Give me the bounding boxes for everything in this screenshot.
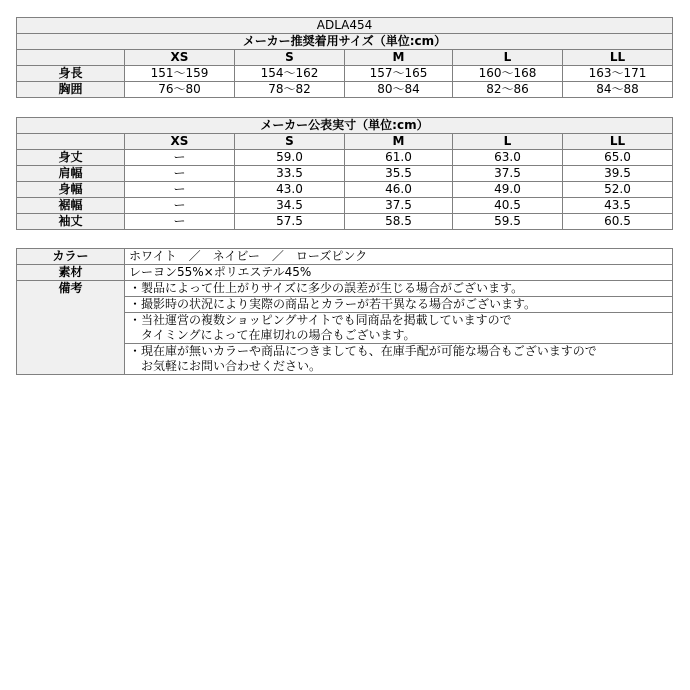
table-row bbox=[17, 166, 673, 182]
size-xs: XS bbox=[125, 134, 235, 150]
table-cell: 63.0 bbox=[453, 150, 563, 166]
header-corner bbox=[17, 50, 125, 66]
table-cell: 163～171 bbox=[563, 66, 673, 82]
note-line: お気軽にお問い合わせください。 bbox=[125, 359, 673, 375]
table-cell: 34.5 bbox=[235, 198, 345, 214]
actual-measurement-table bbox=[16, 117, 673, 230]
header-corner bbox=[17, 134, 125, 150]
product-info-table bbox=[16, 248, 673, 375]
table-cell: 157～165 bbox=[345, 66, 453, 82]
size-l: L bbox=[453, 134, 563, 150]
table-cell: 40.5 bbox=[453, 198, 563, 214]
table-cell: 82～86 bbox=[453, 82, 563, 98]
table-cell: 37.5 bbox=[345, 198, 453, 214]
material-row bbox=[17, 265, 673, 281]
table-cell: 65.0 bbox=[563, 150, 673, 166]
color-label: カラー bbox=[17, 249, 125, 265]
table-cell: ー bbox=[125, 182, 235, 198]
table-cell: 46.0 bbox=[345, 182, 453, 198]
size-header-row bbox=[17, 134, 673, 150]
size-xs: XS bbox=[125, 50, 235, 66]
table-cell: 154～162 bbox=[235, 66, 345, 82]
table-cell: ー bbox=[125, 166, 235, 182]
row-label: 肩幅 bbox=[17, 166, 125, 182]
recommended-size-table bbox=[16, 17, 673, 98]
table-cell: 78～82 bbox=[235, 82, 345, 98]
table-cell: 52.0 bbox=[563, 182, 673, 198]
notes-label: 備考 bbox=[17, 281, 125, 375]
table-cell: 49.0 bbox=[453, 182, 563, 198]
table-cell: 76～80 bbox=[125, 82, 235, 98]
table-cell: 84～88 bbox=[563, 82, 673, 98]
table-cell: 80～84 bbox=[345, 82, 453, 98]
size-m: M bbox=[345, 50, 453, 66]
table-cell: 160～168 bbox=[453, 66, 563, 82]
table-cell: 43.0 bbox=[235, 182, 345, 198]
table-cell: 59.0 bbox=[235, 150, 345, 166]
notes-row bbox=[17, 281, 673, 297]
size-s: S bbox=[235, 50, 345, 66]
color-row bbox=[17, 249, 673, 265]
table-row bbox=[17, 150, 673, 166]
size-l: L bbox=[453, 50, 563, 66]
table-cell: 61.0 bbox=[345, 150, 453, 166]
size-ll: LL bbox=[563, 50, 673, 66]
color-value: ホワイト ／ ネイビー ／ ローズピンク bbox=[125, 249, 673, 265]
table-cell: 151～159 bbox=[125, 66, 235, 82]
actual-size-title: メーカー公表実寸（単位:cm） bbox=[17, 118, 673, 134]
material-label: 素材 bbox=[17, 265, 125, 281]
table-cell: ー bbox=[125, 150, 235, 166]
table-row bbox=[17, 198, 673, 214]
table-row bbox=[17, 214, 673, 230]
note-line: ・製品によって仕上がりサイズに多少の誤差が生じる場合がございます。 bbox=[125, 281, 673, 297]
material-value: レーヨン55%×ポリエステル45% bbox=[125, 265, 673, 281]
size-s: S bbox=[235, 134, 345, 150]
size-header-row bbox=[17, 50, 673, 66]
table-row bbox=[17, 182, 673, 198]
table-cell: 58.5 bbox=[345, 214, 453, 230]
row-label: 胸囲 bbox=[17, 82, 125, 98]
table-cell: ー bbox=[125, 198, 235, 214]
note-line: ・現在庫が無いカラーや商品につきましても、在庫手配が可能な場合もございますので bbox=[125, 344, 673, 360]
table-cell: 35.5 bbox=[345, 166, 453, 182]
row-label: 袖丈 bbox=[17, 214, 125, 230]
table-cell: 59.5 bbox=[453, 214, 563, 230]
row-label: 裾幅 bbox=[17, 198, 125, 214]
size-ll: LL bbox=[563, 134, 673, 150]
table-cell: 60.5 bbox=[563, 214, 673, 230]
row-label: 身幅 bbox=[17, 182, 125, 198]
table-row bbox=[17, 82, 673, 98]
recommended-size-title: メーカー推奨着用サイズ（単位:cm） bbox=[17, 34, 673, 50]
table-row bbox=[17, 66, 673, 82]
note-line: タイミングによって在庫切れの場合もございます。 bbox=[125, 328, 673, 344]
model-number: ADLA454 bbox=[17, 18, 673, 34]
row-label: 身丈 bbox=[17, 150, 125, 166]
table-cell: 57.5 bbox=[235, 214, 345, 230]
table-cell: ー bbox=[125, 214, 235, 230]
table-cell: 37.5 bbox=[453, 166, 563, 182]
size-m: M bbox=[345, 134, 453, 150]
table-cell: 39.5 bbox=[563, 166, 673, 182]
row-label: 身長 bbox=[17, 66, 125, 82]
note-line: ・撮影時の状況により実際の商品とカラーが若干異なる場合がございます。 bbox=[125, 297, 673, 313]
table-cell: 33.5 bbox=[235, 166, 345, 182]
note-line: ・当社運営の複数ショッピングサイトでも同商品を掲載していますので bbox=[125, 313, 673, 329]
table-cell: 43.5 bbox=[563, 198, 673, 214]
